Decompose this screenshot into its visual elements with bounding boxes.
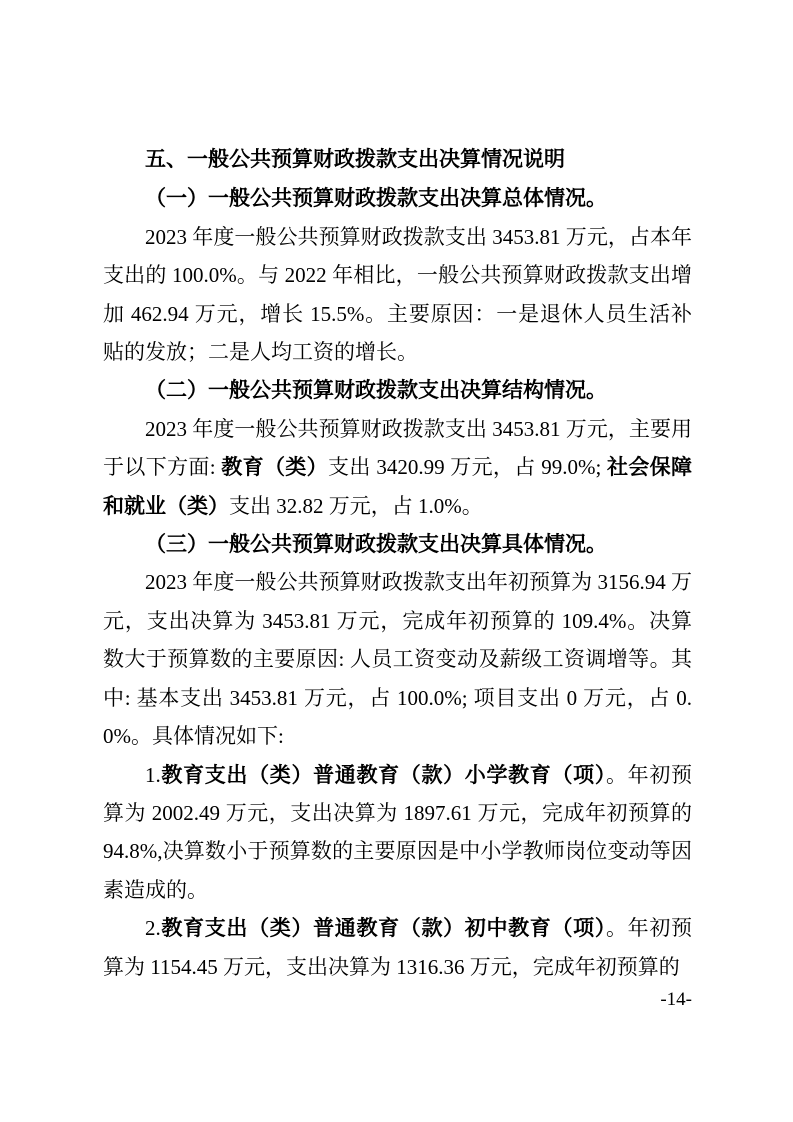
text-segment-bold: 教育支出（类）普通教育（款）小学教育（项） [160,762,606,787]
text-segment: 支出 32.82 万元，占 1.0%。 [229,493,483,518]
text-segment: 2023 年度一般公共预算财政拨款支出年初预算为 3156.94 万元，支出决算为 3453.81 万元，完成年初预算的 109.4%。决算数大于预算数的主要原因: 人员工资变动及薪级工资调增等。其中: 基本支出 3453.81 万元，占 100.0%; 项目支出 0 万元，占 0.0%。具体情况如下: [103,570,692,749]
text-segment-bold: （二）一般公共预算财政拨款支出决算结构情况。 [145,378,607,403]
text-segment: 2. [145,916,161,941]
document-body [103,141,692,986]
text-segment-bold: 教育（类） [221,455,329,480]
text-segment: 1. [145,762,161,787]
text-segment: 2023 年度一般公共预算财政拨款支出 3453.81 万元，占本年支出的 100.0%。与 2022 年相比，一般公共预算财政拨款支出增加 462.94 万元，增长 15.5%。主要原因：一是退休人员生活补贴的发放；二是人均工资的增长。 [103,224,692,365]
subsection-heading-2 [103,371,692,409]
text-segment-bold: 教育支出（类）普通教育（款）初中教育（项） [160,916,606,941]
paragraph-overall [103,218,692,372]
paragraph-item-1 [103,756,692,910]
text-segment: 支出 3420.99 万元，占 99.0%; [328,455,607,480]
paragraph-item-2 [103,909,692,986]
section-heading [103,141,692,179]
text-segment-bold: 五、一般公共预算财政拨款支出决算情况说明 [145,148,565,171]
paragraph-detail-intro [103,563,692,755]
paragraph-structure [103,410,692,525]
text-segment-bold: （一）一般公共预算财政拨款支出决算总体情况。 [145,186,607,211]
subsection-heading-3 [103,525,692,563]
subsection-heading-1 [103,179,692,217]
text-segment: 。年初预算为 2002.49 万元，支出决算为 1897.61 万元，完成年初预算的 94.8%,决算数小于预算数的主要原因是中小学教师岗位变动等因素造成的。 [103,762,693,902]
text-segment-bold: （三）一般公共预算财政拨款支出决算具体情况。 [145,532,607,557]
text-segment: 2023 年度一般公共预算财政拨款支出 3453.81 万元，主要用于以下方面: [103,416,692,480]
text-segment: 。年初预算为 1154.45 万元，支出决算为 1316.36 万元，完成年初预算的 [103,916,693,979]
text-segment-bold: 社会保障和就业（类） [103,455,693,518]
page-number: -14- [660,989,692,1010]
